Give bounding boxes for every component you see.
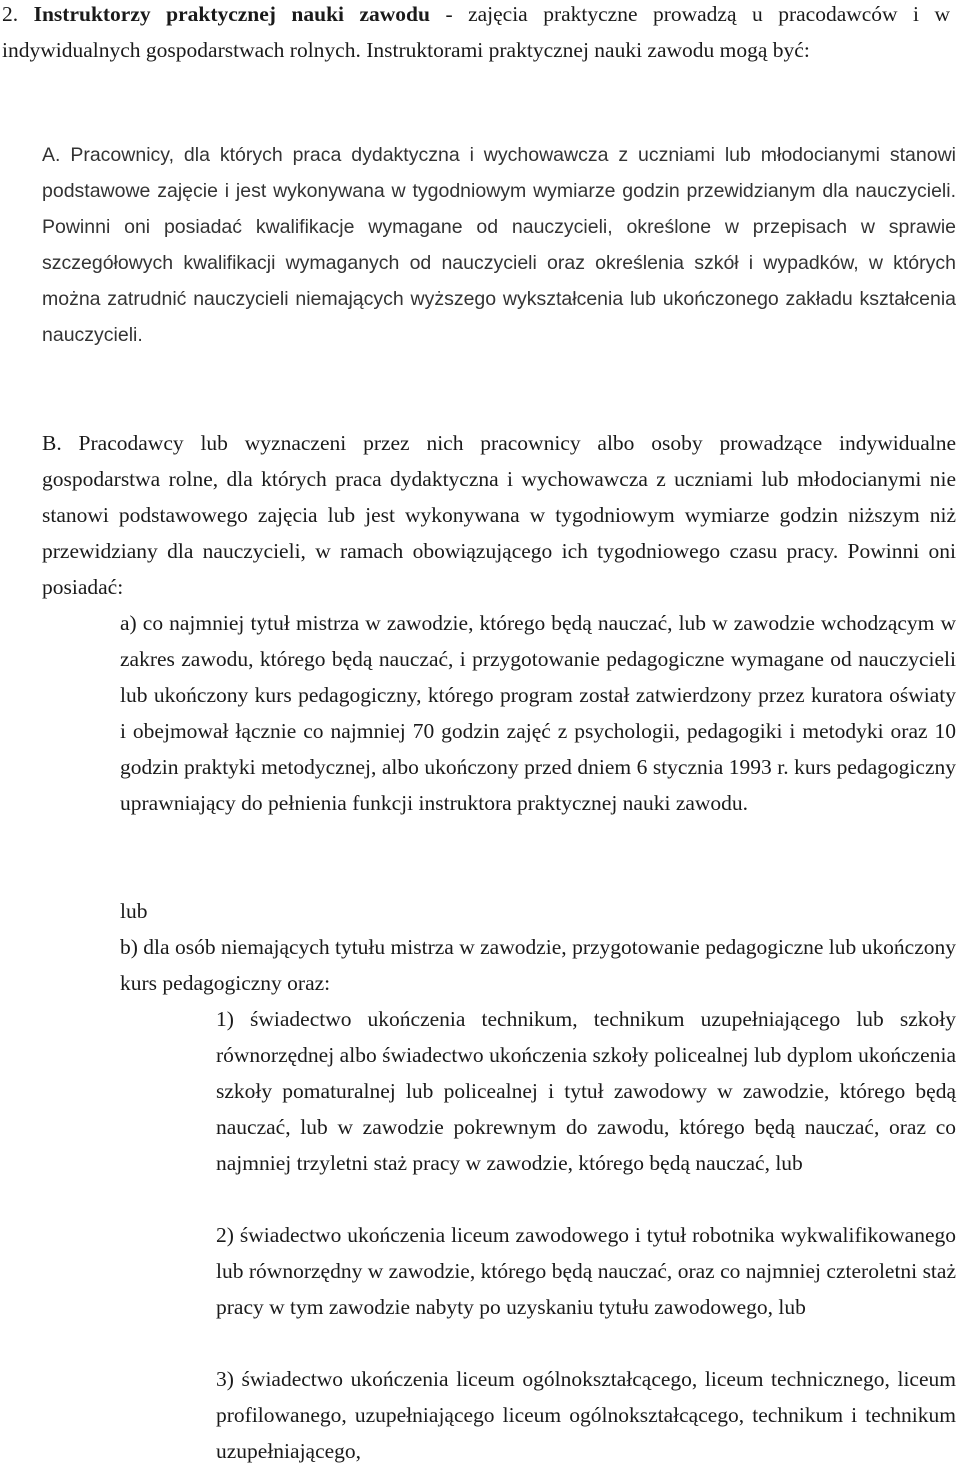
heading-title: Instruktorzy praktycznej nauki zawodu — [33, 2, 430, 26]
list-item-a: a) co najmniej tytuł mistrza w zawodzie, którego będą nauczać, lub w zawodzie wchodzącym w zakres zawodu, którego będą nauczać, i przygotowanie pedagogiczne wymagane od nauczycieli lub ukończony kurs pedagogiczny, którego program został zatwierdzony przez kuratora oświaty i obejmował łącznie co najmniej 70 godzin zajęć z psychologii, pedagogiki i metodyki oraz 10 godzin praktyki metodycznej, albo ukończony przed dniem 6 stycznia 1993 r. kurs pedagogiczny uprawniający do pełnienia funkcji instruktora praktycznej nauki zawodu. — [120, 611, 956, 815]
sub-item-1: 1) świadectwo ukończenia technikum, technikum uzupełniającego lub szkoły równorzędnej albo świadectwo ukończenia szkoły policealnej lub dyplom ukończenia szkoły pomaturalnej lub policealnej i tytuł zawodowy w zawodzie, którego będą nauczać, lub w zawodzie pokrewnym do zawodu, którego będą nauczać, oraz co najmniej trzyletni staż pracy w zawodzie, którego będą nauczać, lub — [216, 1007, 956, 1175]
sub-item-3: 3) świadectwo ukończenia liceum ogólnokształcącego, liceum technicznego, liceum profilowanego, uzupełniającego liceum ogólnokształcącego, technikum i technikum uzupełniającego, — [216, 1367, 956, 1463]
paragraph-a-continuation: Powinni oni posiadać kwalifikacje wymagane od nauczycieli, określone w przepisach w sprawie szczegółowych kwalifikacji wymaganych od nauczycieli oraz określenia szkół i wypadków, w których można zatrudnić nauczycieli niemających wyższego wykształcenia lub ukończonego zakładu kształcenia nauczycieli. — [42, 216, 956, 346]
heading-number: 2. — [2, 2, 19, 26]
paragraph-b: B. Pracodawcy lub wyznaczeni przez nich pracownicy albo osoby prowadzące indywidualne gospodarstwa rolne, dla których praca dydaktyczna i wychowawcza z uczniami lub młodocianymi nie stanowi podstawowego zajęcia lub jest wykonywana w tygodniowym wymiarze godzin niższym niż przewidziany dla nauczycieli, w ramach obowiązującego ich tygodniowego czasu pracy. Powinni oni posiadać: — [42, 431, 956, 599]
heading-rest: - zajęcia praktyczne prowadzą u pracodawców i w indywidualnych gospodarstwach rolnych. Instruktorami praktycznej nauki zawodu mogą być: — [2, 2, 951, 62]
paragraph-a-sans: A. Pracownicy, dla których praca dydaktyczna i wychowawcza z uczniami lub młodocianymi stanowi podstawowe zajęcie i jest wykonywana w tygodniowym wymiarze godzin przewidzianym dla nauczycieli. — [42, 144, 956, 202]
section-heading — [2, 0, 950, 68]
or-connector: lub — [120, 899, 148, 923]
paragraph-a — [42, 137, 956, 353]
list-item-b: b) dla osób niemających tytułu mistrza w zawodzie, przygotowanie pedagogiczne lub ukończony kurs pedagogiczny oraz: — [120, 935, 956, 995]
sub-item-2: 2) świadectwo ukończenia liceum zawodowego i tytuł robotnika wykwalifikowanego lub równorzędny w zawodzie, którego będą nauczać, oraz co najmniej czteroletni staż pracy w tym zawodzie nabyty po uzyskaniu tytułu zawodowego, lub — [216, 1223, 956, 1319]
